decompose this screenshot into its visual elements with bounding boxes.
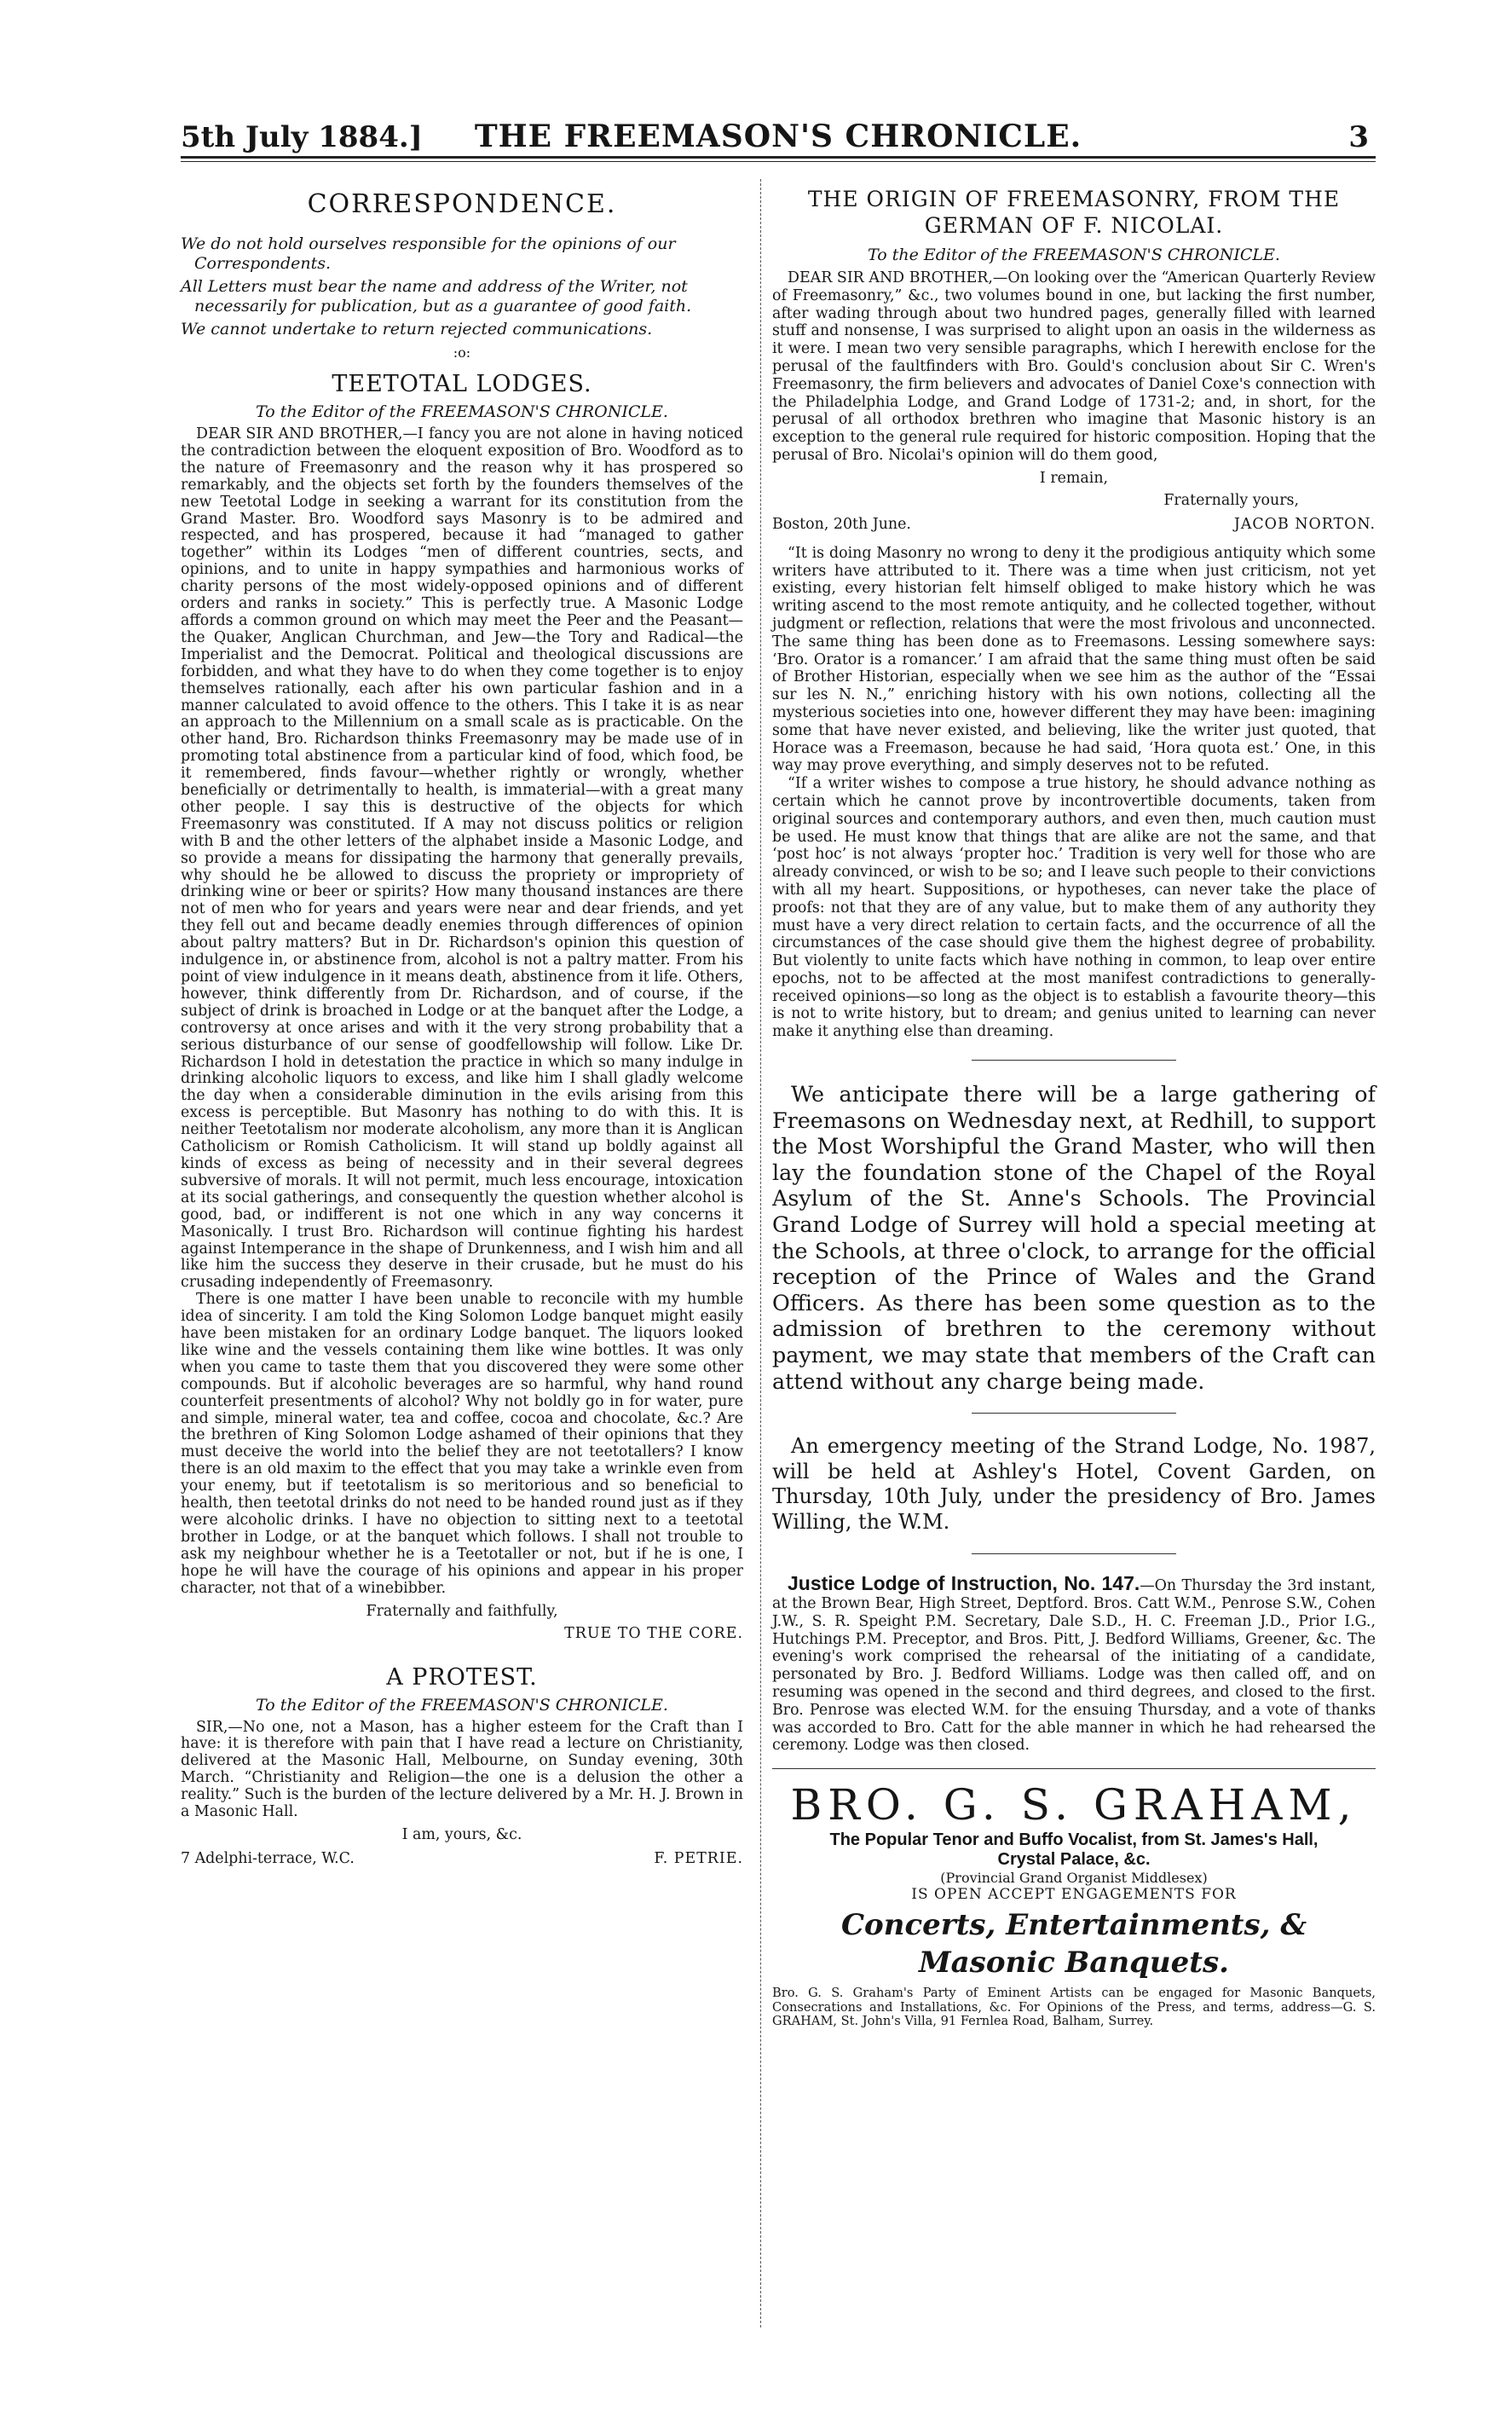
ad-line5: Concerts, Entertainments, & Masonic Banquets. xyxy=(840,1908,1307,1981)
section-separator: :o: xyxy=(453,344,471,361)
correspondence-heading: CORRESPONDENCE. xyxy=(307,189,617,219)
justice-lodge-title: Justice Lodge of Instruction, No. 147. xyxy=(788,1572,1140,1595)
origin-signoff xyxy=(772,516,1376,533)
graham-advertisement xyxy=(772,1768,1376,2029)
section-rule xyxy=(972,1553,1176,1554)
ad-fine-print: Bro. G. S. Graham's Party of Eminent Artists can be engaged for Masonic Banquets, Consecrations and Installations, &c. For Opinions of the Press, and terms, address—G. S. GRAHAM, St. John's Villa, 91 Fernlea Road, Balham, Surrey. xyxy=(772,1986,1376,2029)
page-number: 3 xyxy=(1348,120,1369,154)
newspaper-title: THE FREEMASON'S CHRONICLE. xyxy=(474,119,1082,154)
column-divider xyxy=(760,179,761,2328)
issue-date: 5th July 1884.] xyxy=(181,120,423,154)
teetotal-paragraph: DEAR SIR AND BROTHER,—I fancy you are not alone in having noticed the contradiction between the eloquent exposition of Bro. Woodford as to the nature of Freemasonry and the reason why it has prospered so remarkably, and the objects set forth by the founders themselves of the new Teetotal Lodge in seeking a warrant for its constitution from the Grand Master. Bro. Woodford says Masonry is to be admired and respected, and has prospered, because it had “managed to gather together” within its Lodges “men of different countries, sects, and opinions, and to unite in happy sympathies and harmonious works of charity persons of the most widely-opposed opinions and of different orders and ranks in society.” This is perfectly true. A Masonic Lodge affords a common ground on which may meet the Peer and the Peasant—the Quaker, Anglican Churchman, and Jew—the Tory and Radical—the Imperialist and the Democrat. Political and theological discussions are forbidden, and what they have to do when they come together is to enjoy themselves rationally, each after his own particular fashion and in a manner calculated to avoid offence to the others. This I take it is as near an approach to the Millennium on a small scale as is practicable. On the other hand, Bro. Richardson thinks Freemasonry may be made use of in promoting total abstinence from a particular kind of food, which food, be it remembered, finds favour—whether rightly or wrongly, whether beneficially or detrimentally to health, is immaterial—with a great many other people. I say this is destructive of the objects for which Freemasonry was constituted. If A may not discuss politics or religion with B and the other letters of the alphabet inside a Masonic Lodge, and so provide a means for dissipating the harmony that generally prevails, why should he be allowed to discuss the propriety or impropriety of drinking wine or beer or spirits? How many thousand instances are there not of men who for years and years were near and dear friends, and yet they fell out and became deadly enemies through differences of opinion about paltry matters? But in Dr. Richardson's opinion this question of indulgence in, or abstinence from, alcohol is not a paltry matter. From his point of view indulgence in it means death, abstinence from it life. Others, however, think differently from Dr. Richardson, and of course, if the subject of drink is broached in Lodge or at the banquet after the Lodge, a controversy at once arises and with it the very strong probability that a serious disturbance of our sense of goodfellowship will follow. Like Dr. Richardson I hold in detestation the practice in which so many indulge in drinking alcoholic liquors to excess, and like him I shall gladly welcome the day when a considerable diminution in the evils arising from this excess is perceptible. But Masonry has nothing to do with this. It is neither Teetotalism nor moderate alcoholism, any more than it is Anglican Catholicism or Romish Catholicism. It will stand up boldly against all kinds of excess as being of necessity and in their several degrees subversive of morals. It will not permit, much less encourage, intoxication at its social gatherings, and consequently the question whether alcohol is good, bad, or indifferent is not one which in any way concerns it Masonically. I trust Bro. Richardson will continue fighting his hardest against Intemperance in the shape of Drunkenness, and I wish him and all like him the success they deserve in their crusade, but he must do his crusading independently of Freemasonry. xyxy=(181,425,743,1292)
protest-signature: F. PETRIE. xyxy=(654,1849,743,1867)
protest-heading: A PROTEST. xyxy=(386,1663,538,1691)
origin-closing2: Fraternally yours, xyxy=(1163,491,1299,509)
header-rule xyxy=(181,156,1376,162)
editorial-notice: All Letters must bear the name and address of the Writer, not necessarily for publication, but as a guarantee of good faith. xyxy=(181,277,692,315)
ad-line3: (Provincial Grand Organist Middlesex) xyxy=(940,1870,1208,1887)
justice-lodge-text: —On Thursday the 3rd instant, at the Brown Bear, High Street, Deptford. Bros. Catt W.M., Penrose S.W., Cohen J.W., S. R. Speight P.M. Secretary, Dale S.D., H. C. Freeman J.D., Prior I.G., Hutchings P.M. Preceptor, and Bros. Pitt, J. Bedford Williams, Greener, &c. The evening's work comprised the rehearsal of the initiating of a candidate, personated by Bro. J. Bedford Williams. Lodge was then called off, and on resuming was opened in the second and third degrees, and closed to the first. Bro. Penrose was elected W.M. for the ensuing Thursday, and a vote of thanks was accorded to Bro. Catt for the able manner in which he had rehearsed the ceremony. Lodge was then closed. xyxy=(772,1577,1376,1755)
section-rule xyxy=(972,1060,1176,1061)
protest-address: 7 Adelphi-terrace, W.C. xyxy=(181,1849,355,1867)
origin-to-editor: To the Editor of the FREEMASON'S CHRONICLE. xyxy=(868,246,1280,264)
strand-lodge-notice: An emergency meeting of the Strand Lodge, No. 1987, will be held at Ashley's Hotel, Covent Garden, on Thursday, 10th July, under the presidency of Bro. James Willing, the W.M. xyxy=(772,1434,1376,1534)
protest-to-editor: To the Editor of the FREEMASON'S CHRONICLE. xyxy=(256,1695,668,1715)
ad-line2: Crystal Palace, &c. xyxy=(997,1850,1151,1870)
left-column xyxy=(181,186,743,1872)
protest-paragraph: SIR,—No one, not a Mason, has a higher esteem for the Craft than I have: it is therefore with pain that I have read a lecture on Christianity, delivered at the Masonic Hall, Melbourne, on Sunday evening, 30th March. “Christianity and Religion—the one is a delusion the other a reality.” Such is the burden of the lecture delivered by a Mr. H. J. Brown in a Masonic Hall. xyxy=(181,1718,743,1821)
ad-line4: IS OPEN ACCEPT ENGAGEMENTS FOR xyxy=(911,1886,1237,1904)
origin-quote: “It is doing Masonry no wrong to deny it the prodigious antiquity which some writers have attributed to it. There was a time when just criticism, not yet existing, every historian felt himself obliged to make history which he was writing ascend to the most remote antiquity, and he collected together, without judgment or reflection, relations that were the most frivolous and unconnected. The same thing has been done as to Freemasons. Lessing somewhere says: ‘Bro. Orator is a romancer.’ I am afraid that the same thing must often be said of Brother Historian, especially when we see him as the author of the “Essai sur les N. N.,” enriching history with his own notions, collecting all the mysterious societies into one, however different they may have been: imagining some that have never existed, and believing, like the writer just quoted, that Horace was a Freemason, because he had said, ‘Hora quota est.’ One, in this way may prove everything, and simply deserves not to be refuted. xyxy=(772,544,1376,775)
protest-closing: I am, yours, &c. xyxy=(401,1825,522,1843)
teetotal-paragraph: There is one matter I have been unable to reconcile with my humble idea of sincerity. I am told the King Solomon Lodge banquet might easily have been mistaken for an ordinary Lodge banquet. The liquors looked like wine and the vessels containing them like wine bottles. It was only when you came to taste them that you discovered they were some other compounds. But if alcoholic beverages are so harmful, why hand round counterfeit presentments of alcohol? Why not boldly go in for water, pure and simple, mineral water, tea and coffee, cocoa and chocolate, &c.? Are the brethren of King Solomon Lodge ashamed of their opinions that they must deceive the world into the belief they are not teetotallers? I know there is an old maxim to the effect that you may take a wrinkle even from your enemy, but if teetotalism is so meritorious and so beneficial to health, then teetotal drinks do not need to be handed round just as if they were alcoholic drinks. I have no objection to sitting next to a teetotal brother in Lodge, or at the banquet which follows. I shall not trouble to ask my neighbour whether he is a Teetotaller or not, but if he is one, I hope he will have the courage of his opinions and appear in his proper character, not that of a winebibber. xyxy=(181,1291,743,1597)
teetotal-signature xyxy=(181,1625,743,1642)
teetotal-signature-text: TRUE TO THE CORE. xyxy=(564,1624,743,1642)
editorial-notice: We cannot undertake to return rejected communications. xyxy=(181,320,653,338)
origin-letter: DEAR SIR AND BROTHER,—On looking over the “American Quarterly Review of Freemasonry,” &c., two volumes bound in one, but lacking the first number, after wading through about two hundred pages, generally filled with learned stuff and nonsense, I was surprised to alight upon an oasis in the wilderness as it were. I mean two very sensible paragraphs, which I herewith enclose for the perusal of the faultfinders with Bro. Gould's conclusion about Sir C. Wren's Freemasonry, the firm believers and advocates of Daniel Coxe's connection with the Philadelphia Lodge, and Grand Lodge of 1731-2; and, in short, for the perusal of all orthodox brethren who imagine that Masonic history is an exception to the general rule required for historic composition. Hoping that the perusal of Bro. Nicolai's opinion will do them good, xyxy=(772,269,1376,464)
origin-signature: JACOB NORTON. xyxy=(1233,515,1376,533)
right-column xyxy=(772,186,1376,2029)
editorial-notice: We do not hold ourselves responsible for the opinions of our Correspondents. xyxy=(181,234,676,273)
ad-name: BRO. G. S. GRAHAM, xyxy=(790,1780,1358,1830)
origin-heading xyxy=(772,186,1376,239)
section-rule xyxy=(972,1413,1176,1414)
ad-line1: The Popular Tenor and Buffo Vocalist, from St. James's Hall, xyxy=(829,1830,1319,1850)
origin-closing1: I remain, xyxy=(1039,469,1109,487)
redhill-notice: We anticipate there will be a large gathering of Freemasons on Wednesday next, at Redhill, to support the Most Worshipful the Grand Master, who will then lay the foundation stone of the Chapel of the Royal Asylum of the St. Anne's Schools. The Provincial Grand Lodge of Surrey will hold a special meeting at the Schools, at three o'clock, to arrange for the official reception of the Prince of Wales and the Grand Officers. As there has been some question as to the admission of brethren to the ceremony without payment, we may state that members of the Craft can attend without any charge being made. xyxy=(772,1081,1376,1394)
origin-quote: “If a writer wishes to compose a true history, he should advance nothing as certain which he cannot prove by incontrovertible documents, taken from original sources and contemporary authors, and even then, much caution must be used. He must know that things that are alike are not the same, and that ‘post hoc’ is not always ‘propter hoc.’ Tradition is very well for those who are already convinced, or wish to be so; and I leave such people to their convictions with all my heart. Suppositions, or hypotheses, can never take the place of proofs: not that they are of any value, but to make them of any authority they must have a very direct relation to certain facts, and the occurrence of all the circumstances of the case should give them the highest degree of probability. But violently to unite facts which have nothing in common, to leap over entire epochs, not to be affected at the most manifest contradictions to generally-received opinions—so long as the object is to establish a favourite theory—this is not to write history, but to dream; and genius united to learning can never make it anything else than dreaming. xyxy=(772,775,1376,1041)
teetotal-to-editor: To the Editor of the FREEMASON'S CHRONICLE. xyxy=(256,402,668,421)
origin-heading-line2: GERMAN OF F. NICOLAI. xyxy=(924,213,1224,238)
justice-lodge-report xyxy=(772,1572,1376,1755)
protest-signoff xyxy=(181,1850,743,1867)
teetotal-heading: TEETOTAL LODGES. xyxy=(332,371,592,397)
origin-place-date: Boston, 20th June. xyxy=(772,515,911,533)
teetotal-closing: Fraternally and faithfully, xyxy=(366,1602,558,1620)
origin-heading-line1: THE ORIGIN OF FREEMASONRY, FROM THE xyxy=(807,187,1341,211)
